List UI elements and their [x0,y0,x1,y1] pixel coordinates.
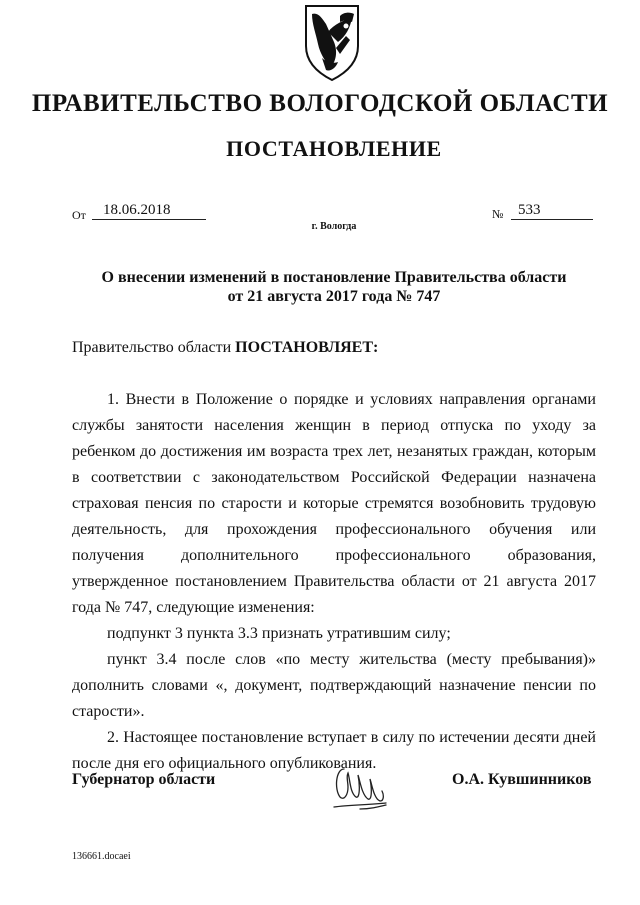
signatory-name: О.А. Кувшинников [452,771,592,788]
document-title-line-1: О внесении изменений в постановление Правительства области [101,269,567,286]
body-paragraph-1: 1. Внести в Положение о порядке и условиях направления органами службы занятости населения женщин в период отпуска по уходу за ребенком до достижения им возраста трех лет, незанятых граждан, которым в соответствии с законодательством Российской Федерации назначена страховая пенсия по старости и которые стремятся возобновить трудовую деятельность, для прохождения профессионального обучения или получения дополнительного профессионального образования, утвержденное постановлением Правительства области от 21 августа 2017 года № 747, следующие изменения: [72,391,596,616]
document-type-title: ПОСТАНОВЛЕНИЕ [226,136,442,161]
organization-title: ПРАВИТЕЛЬСТВО ВОЛОГОДСКОЙ ОБЛАСТИ [31,90,609,117]
body-paragraph-4: 2. Настоящее постановление вступает в силу по истечении десяти дней после дня его официального опубликования. [72,729,596,772]
body-paragraph-2: подпункт 3 пункта 3.3 признать утратившим силу; [107,625,451,642]
file-reference: 136661.docaei [72,851,131,862]
number-prefix: № [492,207,504,221]
date-prefix: От [72,208,86,222]
document-title [90,268,578,306]
document-body [72,387,596,777]
document-date: 18.06.2018 [103,202,171,218]
coat-of-arms-icon [300,2,364,82]
body-paragraph-3: пункт 3.4 после слов «по месту жительства (месту пребывания)» дополнить словами «, документ, подтверждающий назначение пенсии по старости». [72,651,596,720]
document-city: г. Вологда [311,221,357,232]
document-number: 533 [518,202,541,218]
preamble [72,339,378,357]
preamble-text: Правительство области [72,339,236,356]
signatory-role: Губернатор области [72,771,216,788]
document-title-line-2: от 21 августа 2017 года № 747 [227,288,441,305]
handwritten-signature [330,755,390,815]
preamble-emphasis: ПОСТАНОВЛЯЕТ: [235,339,379,356]
